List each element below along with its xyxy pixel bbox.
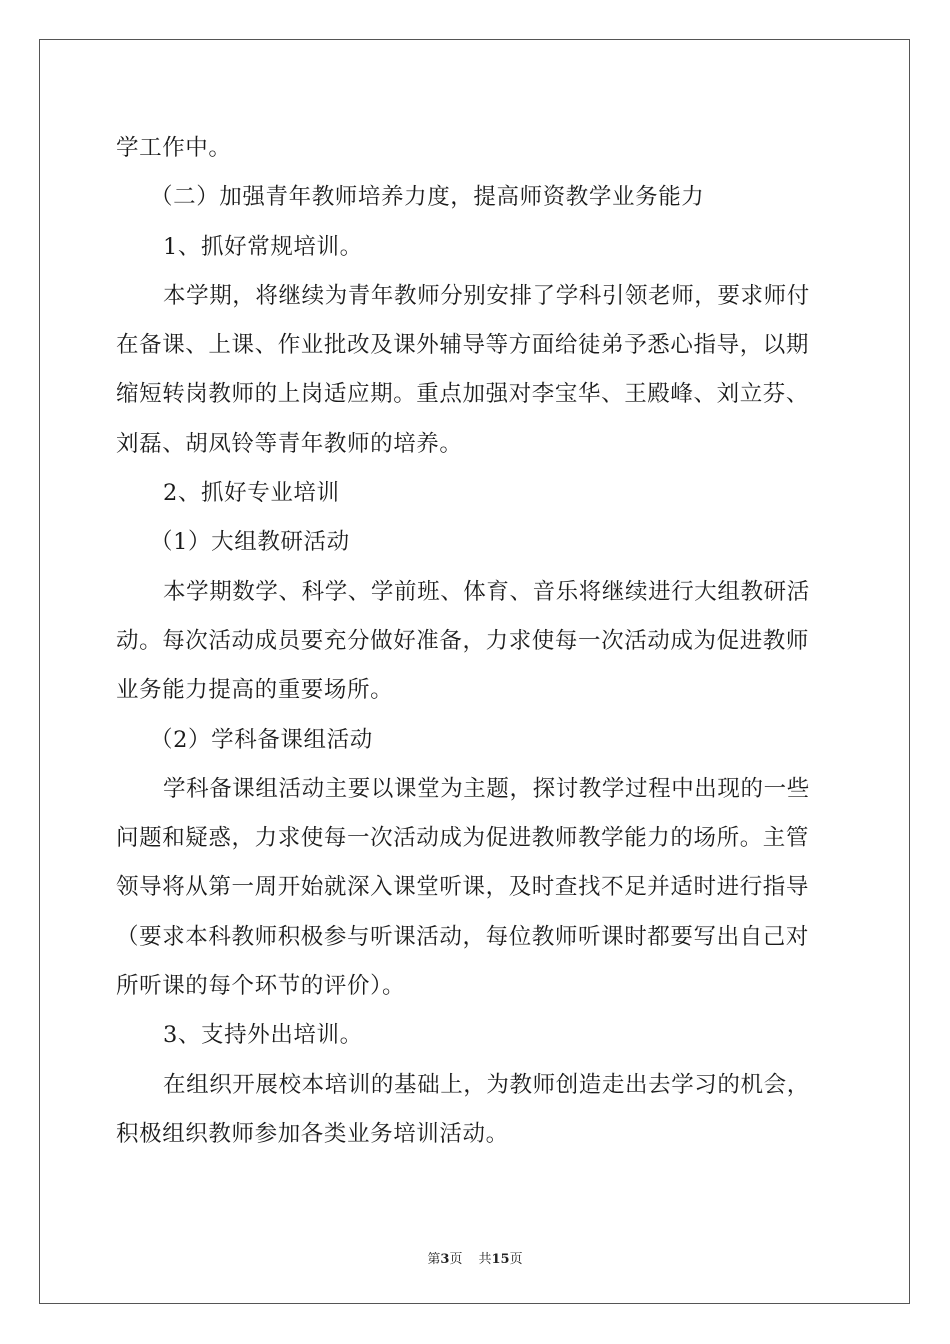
- page-current: 3: [440, 1252, 450, 1267]
- page-suffix: 页: [449, 1252, 463, 1267]
- page-footer: [0, 1248, 950, 1267]
- body-line: （要求本科教师积极参与听课活动，每位教师听课时都要写出自己对: [116, 923, 810, 950]
- document-body: [116, 124, 832, 1159]
- subsection-heading: 1、抓好常规培训。: [163, 233, 363, 260]
- body-line: 所听课的每个环节的评价）。: [116, 973, 406, 1000]
- subsection-heading: 2、抓好专业培训: [163, 480, 340, 507]
- page-prefix: 第: [427, 1252, 441, 1267]
- item-heading: （2）学科备课组活动: [150, 726, 373, 753]
- body-line: 刘磊、胡凤铃等青年教师的培养。: [116, 430, 463, 457]
- body-line: 本学期数学、科学、学前班、体育、音乐将继续进行大组教研活: [163, 578, 810, 605]
- total-suffix: 页: [509, 1252, 523, 1267]
- body-line: 缩短转岗教师的上岗适应期。重点加强对李宝华、王殿峰、刘立芬、: [116, 381, 810, 408]
- section-heading: （二）加强青年教师培养力度，提高师资教学业务能力: [150, 184, 705, 211]
- body-line: 领导将从第一周开始就深入课堂听课，及时查找不足并适时进行指导: [116, 874, 810, 901]
- body-line: 问题和疑惑，力求使每一次活动成为促进教师教学能力的场所。主管: [116, 825, 810, 852]
- body-line: 在备课、上课、作业批改及课外辅导等方面给徒弟予悉心指导，以期: [116, 332, 810, 359]
- body-line: 学工作中。: [116, 135, 232, 161]
- body-line: 学科备课组活动主要以课堂为主题，探讨教学过程中出现的一些: [163, 775, 810, 802]
- item-heading: （1）大组教研活动: [150, 529, 350, 556]
- body-line: 业务能力提高的重要场所。: [116, 677, 394, 704]
- total-prefix: 共: [478, 1252, 492, 1267]
- body-line: 积极组织教师参加各类业务培训活动。: [116, 1120, 509, 1147]
- body-line: 本学期，将继续为青年教师分别安排了学科引领老师，要求师付: [163, 282, 810, 309]
- body-line: 在组织开展校本培训的基础上，为教师创造走出去学习的机会，: [163, 1071, 810, 1098]
- page-total: 15: [491, 1252, 510, 1267]
- body-line: 动。每次活动成员要充分做好准备，力求使每一次活动成为促进教师: [116, 627, 810, 654]
- subsection-heading: 3、支持外出培训。: [163, 1022, 363, 1049]
